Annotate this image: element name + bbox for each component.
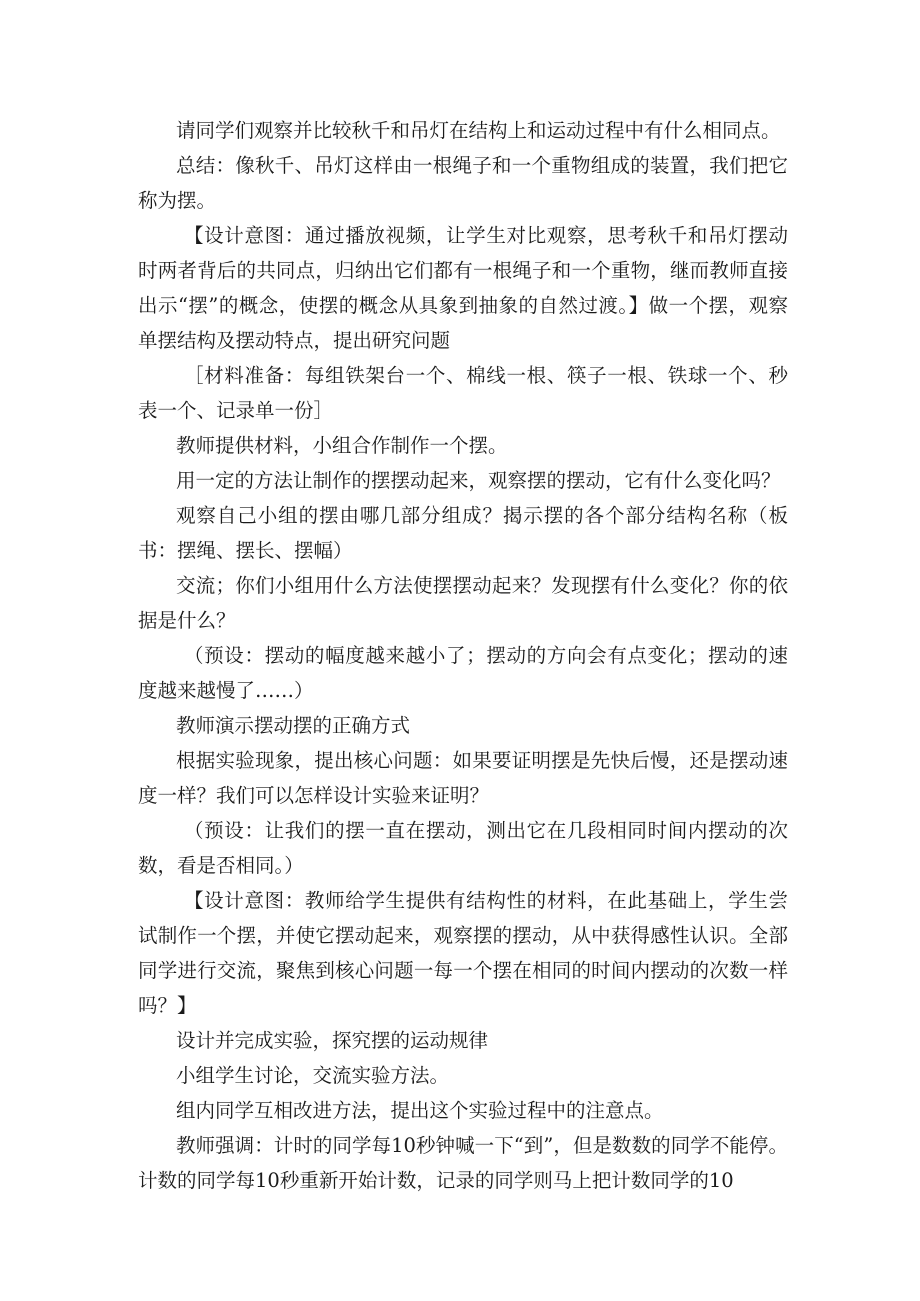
document-body	[138, 113, 788, 1198]
paragraph-teacher-emphasis: 教师强调：计时的同学每10秒钟喊一下“到”，但是数数的同学不能停。计数的同学每10秒重新开始计数，记录的同学则马上把计数同学的10	[138, 1134, 788, 1192]
paragraph-design-experiment: 设计并完成实验，探究摆的运动规律	[176, 1029, 489, 1052]
paragraph-teacher-demo: 教师演示摆动摆的正确方式	[176, 714, 411, 737]
paragraph-materials: ［材料准备：每组铁架台一个、棉线一根、筷子一根、铁球一个、秒表一个、记录单一份］	[138, 364, 788, 422]
paragraph-observe-compare: 请同学们观察并比较秋千和吊灯在结构上和运动过程中有什么相同点。	[176, 119, 781, 142]
paragraph-swing-observe: 用一定的方法让制作的摆摆动起来，观察摆的摆动，它有什么变化吗？	[176, 469, 781, 492]
paragraph-summary: 总结：像秋千、吊灯这样由一根绳子和一个重物组成的装置，我们把它称为摆。	[138, 154, 788, 212]
paragraph-design-intent-2: 【设计意图：教师给学生提供有结构性的材料，在此基础上，学生尝试制作一个摆，并使它摆动起来，观察摆的摆动，从中获得感性认识。全部同学进行交流，聚焦到核心问题一每一个摆在相同的时间内摆动的次数一样吗？】	[138, 889, 788, 1017]
paragraph-improve-method: 组内同学互相改进方法，提出这个实验过程中的注意点。	[176, 1099, 664, 1122]
paragraph-exchange: 交流；你们小组用什么方法使摆摆动起来？发现摆有什么变化？你的依据是什么？	[138, 574, 788, 632]
paragraph-preset-2: （预设：让我们的摆一直在摆动，测出它在几段相同时间内摆动的次数，看是否相同。）	[138, 819, 788, 877]
paragraph-core-question: 根据实验现象，提出核心问题：如果要证明摆是先快后慢，还是摆动速度一样？我们可以怎样设计实验来证明？	[138, 749, 788, 807]
paragraph-structure: 观察自己小组的摆由哪几部分组成？揭示摆的各个部分结构名称（板书：摆绳、摆长、摆幅）	[138, 504, 788, 562]
paragraph-group-discuss: 小组学生讨论，交流实验方法。	[176, 1064, 450, 1087]
paragraph-teacher-materials: 教师提供材料，小组合作制作一个摆。	[176, 434, 508, 457]
paragraph-design-intent-1: 【设计意图：通过播放视频，让学生对比观察，思考秋千和吊灯摆动时两者背后的共同点，归纳出它们都有一根绳子和一个重物，继而教师直接出示“摆”的概念，使摆的概念从具象到抽象的自然过渡。】做一个摆，观察单摆结构及摆动特点，提出研究问题	[138, 224, 788, 352]
paragraph-preset-1: （预设：摆动的幅度越来越小了；摆动的方向会有点变化；摆动的速度越来越慢了……）	[138, 644, 788, 702]
